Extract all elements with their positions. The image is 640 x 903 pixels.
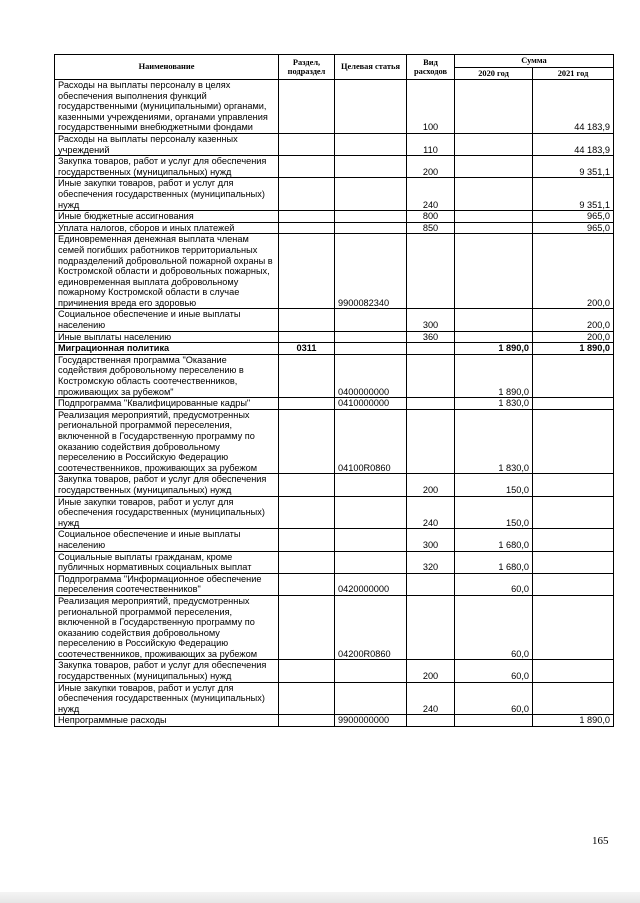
table-row — [55, 682, 614, 715]
row-target: 0410000000 — [335, 398, 407, 410]
row-2020: 1 680,0 — [455, 551, 533, 573]
row-type — [407, 354, 455, 397]
header-name: Наименование — [55, 55, 279, 80]
row-type — [407, 398, 455, 410]
row-2021: 44 183,9 — [533, 80, 614, 134]
table-row — [55, 398, 614, 410]
row-name: Непрограммные расходы — [55, 715, 279, 727]
row-section — [279, 234, 335, 309]
row-2021 — [533, 496, 614, 529]
row-2021 — [533, 682, 614, 715]
row-section: 0311 — [279, 343, 335, 355]
row-2021: 1 890,0 — [533, 715, 614, 727]
row-2020: 60,0 — [455, 660, 533, 682]
row-name: Единовременная денежная выплата членам семей погибших работников территориальных подразделений добровольной пожарной охраны в Костромской области и добровольных пожарных, единовременная выплата добровольному пожарному Костромской области в случае причинения вреда его здоровью — [55, 234, 279, 309]
row-target — [335, 496, 407, 529]
row-section — [279, 309, 335, 331]
row-section — [279, 398, 335, 410]
table-row — [55, 660, 614, 682]
row-target: 9900000000 — [335, 715, 407, 727]
header-section: Раздел, подраздел — [279, 55, 335, 80]
row-target: 0400000000 — [335, 354, 407, 397]
row-section — [279, 331, 335, 343]
row-type: 320 — [407, 551, 455, 573]
row-2020: 1 680,0 — [455, 529, 533, 551]
table-row — [55, 211, 614, 223]
row-section — [279, 80, 335, 134]
table-row — [55, 331, 614, 343]
row-2020: 1 890,0 — [455, 354, 533, 397]
row-2020: 60,0 — [455, 682, 533, 715]
row-type: 200 — [407, 474, 455, 496]
row-type: 240 — [407, 682, 455, 715]
table-row — [55, 409, 614, 474]
row-target — [335, 551, 407, 573]
row-type: 110 — [407, 133, 455, 155]
row-target: 0420000000 — [335, 573, 407, 595]
row-section — [279, 682, 335, 715]
row-type: 100 — [407, 80, 455, 134]
row-target: 04200R0860 — [335, 595, 407, 660]
scan-edge — [0, 892, 640, 903]
row-name: Подпрограмма "Информационное обеспечение переселения соотечественников" — [55, 573, 279, 595]
row-type: 360 — [407, 331, 455, 343]
row-name: Закупка товаров, работ и услуг для обеспечения государственных (муниципальных) нужд — [55, 660, 279, 682]
row-2021 — [533, 595, 614, 660]
row-2021 — [533, 474, 614, 496]
row-section — [279, 715, 335, 727]
row-name: Реализация мероприятий, предусмотренных региональной программой переселения, включенной в Государственную программу по оказанию содействия добровольному переселению в Российскую Федерацию соотечественников, проживающих за рубежом — [55, 595, 279, 660]
table-row — [55, 595, 614, 660]
row-2020: 1 890,0 — [455, 343, 533, 355]
row-2020 — [455, 211, 533, 223]
row-name: Социальное обеспечение и иные выплаты населению — [55, 309, 279, 331]
row-type — [407, 573, 455, 595]
row-target: 04100R0860 — [335, 409, 407, 474]
row-section — [279, 660, 335, 682]
row-target — [335, 156, 407, 178]
row-name: Социальные выплаты гражданам, кроме публичных нормативных социальных выплат — [55, 551, 279, 573]
table-row — [55, 474, 614, 496]
row-type: 300 — [407, 529, 455, 551]
row-type — [407, 234, 455, 309]
row-2020 — [455, 222, 533, 234]
table-row — [55, 178, 614, 211]
row-section — [279, 133, 335, 155]
row-section — [279, 156, 335, 178]
row-2020 — [455, 178, 533, 211]
row-2021 — [533, 573, 614, 595]
header-target: Целевая статья — [335, 55, 407, 80]
row-2021: 200,0 — [533, 234, 614, 309]
row-2020 — [455, 133, 533, 155]
row-2020: 150,0 — [455, 474, 533, 496]
row-name: Миграционная политика — [55, 343, 279, 355]
budget-table — [54, 54, 614, 727]
row-section — [279, 409, 335, 474]
row-section — [279, 595, 335, 660]
row-name: Государственная программа "Оказание содействия добровольному переселению в Костромскую область соотечественников, проживающих за рубежом" — [55, 354, 279, 397]
row-name: Иные закупки товаров, работ и услуг для обеспечения государственных (муниципальных) нужд — [55, 682, 279, 715]
row-2020 — [455, 715, 533, 727]
row-name: Социальное обеспечение и иные выплаты населению — [55, 529, 279, 551]
row-target — [335, 222, 407, 234]
row-section — [279, 222, 335, 234]
row-2020: 60,0 — [455, 595, 533, 660]
row-2021: 9 351,1 — [533, 156, 614, 178]
row-section — [279, 211, 335, 223]
row-target — [335, 80, 407, 134]
row-name: Уплата налогов, сборов и иных платежей — [55, 222, 279, 234]
table-row — [55, 80, 614, 134]
row-name: Расходы на выплаты персоналу в целях обеспечения выполнения функций государственными (муниципальными) органами, казенными учреждениями, органами управления государственными внебюджетными фондами — [55, 80, 279, 134]
row-2021 — [533, 409, 614, 474]
row-target — [335, 178, 407, 211]
header-2021: 2021 год — [533, 67, 614, 80]
row-type: 200 — [407, 156, 455, 178]
row-2020 — [455, 309, 533, 331]
row-2021 — [533, 529, 614, 551]
row-section — [279, 178, 335, 211]
row-name: Подпрограмма "Квалифицированные кадры" — [55, 398, 279, 410]
row-type: 300 — [407, 309, 455, 331]
row-2021: 9 351,1 — [533, 178, 614, 211]
row-2020 — [455, 331, 533, 343]
table-row — [55, 133, 614, 155]
row-2020: 1 830,0 — [455, 409, 533, 474]
row-2021 — [533, 660, 614, 682]
row-name: Иные бюджетные ассигнования — [55, 211, 279, 223]
row-type — [407, 595, 455, 660]
row-2021: 965,0 — [533, 222, 614, 234]
row-target — [335, 474, 407, 496]
row-2021 — [533, 354, 614, 397]
table-row — [55, 529, 614, 551]
row-name: Закупка товаров, работ и услуг для обеспечения государственных (муниципальных) нужд — [55, 474, 279, 496]
row-2021 — [533, 551, 614, 573]
row-section — [279, 573, 335, 595]
row-section — [279, 474, 335, 496]
page-number: 165 — [592, 835, 609, 847]
row-2021: 44 183,9 — [533, 133, 614, 155]
row-name: Реализация мероприятий, предусмотренных региональной программой переселения, включенной в Государственную программу по оказанию содействия добровольному переселению в Российскую Федерацию соотечественников, проживающих за рубежом — [55, 409, 279, 474]
table-row — [55, 156, 614, 178]
table-row — [55, 309, 614, 331]
row-type: 240 — [407, 496, 455, 529]
row-name: Расходы на выплаты персоналу казенных учреждений — [55, 133, 279, 155]
row-2020 — [455, 234, 533, 309]
table-row — [55, 354, 614, 397]
table-row — [55, 496, 614, 529]
row-target — [335, 529, 407, 551]
row-target — [335, 309, 407, 331]
row-type: 240 — [407, 178, 455, 211]
row-section — [279, 496, 335, 529]
row-2021: 965,0 — [533, 211, 614, 223]
table-row — [55, 573, 614, 595]
row-2020: 150,0 — [455, 496, 533, 529]
header-sum: Сумма — [455, 55, 614, 68]
row-type — [407, 409, 455, 474]
row-2021 — [533, 398, 614, 410]
header-type: Вид расходов — [407, 55, 455, 80]
row-type — [407, 343, 455, 355]
row-2020 — [455, 80, 533, 134]
table-row — [55, 222, 614, 234]
row-section — [279, 354, 335, 397]
row-target — [335, 343, 407, 355]
row-target: 9900082340 — [335, 234, 407, 309]
header-2020: 2020 год — [455, 67, 533, 80]
row-type: 850 — [407, 222, 455, 234]
row-2020 — [455, 156, 533, 178]
row-name: Закупка товаров, работ и услуг для обеспечения государственных (муниципальных) нужд — [55, 156, 279, 178]
row-target — [335, 133, 407, 155]
row-type — [407, 715, 455, 727]
row-2020: 1 830,0 — [455, 398, 533, 410]
row-target — [335, 682, 407, 715]
row-section — [279, 529, 335, 551]
row-type: 800 — [407, 211, 455, 223]
table-row — [55, 343, 614, 355]
row-2020: 60,0 — [455, 573, 533, 595]
row-2021: 1 890,0 — [533, 343, 614, 355]
row-target — [335, 660, 407, 682]
row-2021: 200,0 — [533, 331, 614, 343]
row-name: Иные выплаты населению — [55, 331, 279, 343]
table-row — [55, 234, 614, 309]
row-2021: 200,0 — [533, 309, 614, 331]
row-name: Иные закупки товаров, работ и услуг для обеспечения государственных (муниципальных) нужд — [55, 496, 279, 529]
table-row — [55, 715, 614, 727]
row-section — [279, 551, 335, 573]
row-name: Иные закупки товаров, работ и услуг для обеспечения государственных (муниципальных) нужд — [55, 178, 279, 211]
row-target — [335, 331, 407, 343]
row-type: 200 — [407, 660, 455, 682]
row-target — [335, 211, 407, 223]
table-body — [55, 80, 614, 727]
table-row — [55, 551, 614, 573]
